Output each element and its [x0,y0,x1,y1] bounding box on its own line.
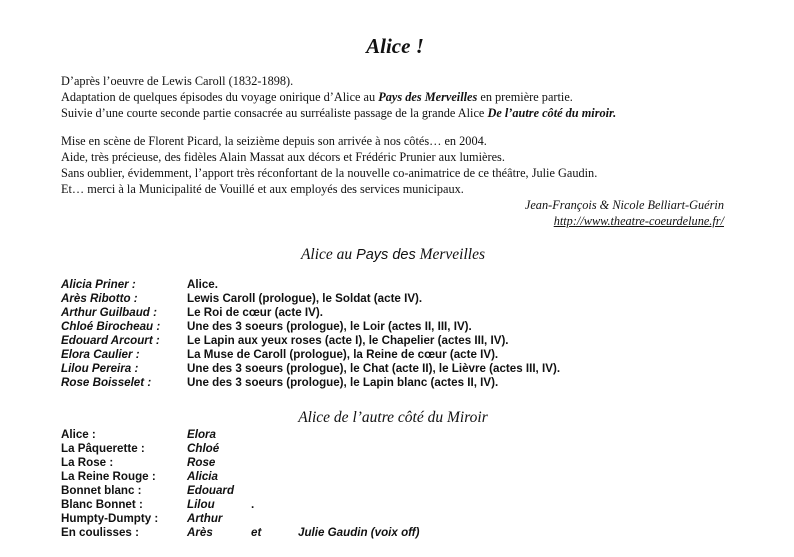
intro-emphasis: Pays des Merveilles [378,89,478,104]
stray-dot: . [251,498,255,511]
cast-row [61,334,701,348]
cast-row [61,512,701,526]
cast-row [61,376,701,390]
cast-voice-off: Julie Gaudin (voix off) [298,526,420,539]
part1-title-b: Pays des [356,247,416,263]
part1-title-c: Merveilles [415,246,486,263]
cast-row [61,278,701,292]
cast-actor: Arès [187,526,213,539]
intro-line [61,106,741,122]
cast-role: Humpty-Dumpty : [61,512,159,525]
cast-row [61,470,701,484]
cast-role: La Pâquerette : [61,442,145,455]
intro-line: Mise en scène de Florent Picard, la seizième depuis son arrivée à nos côtés… en 2004. [61,134,487,149]
intro-line [61,90,741,106]
cast-row [61,320,701,334]
intro-paragraphs [61,74,741,198]
intro-text: Adaptation de quelques épisodes du voyage onirique d’Alice au [61,89,379,104]
intro-line: Et… merci à la Municipalité de Vouillé et aux employés des services municipaux. [61,181,464,196]
cast-and: et [251,526,262,539]
cast-actor: Elora Caulier : [61,348,140,361]
cast-row [61,498,701,512]
cast-role: Le Lapin aux yeux roses (acte I), le Chapelier (actes III, IV). [187,334,509,347]
intro-line: Sans oublier, évidemment, l’apport très réconfortant de la nouvelle co-animatrice de ce théâtre, Julie Gaudin. [61,165,598,180]
cast-role: La Reine Rouge : [61,470,156,483]
cast-role: Blanc Bonnet : [61,498,143,511]
cast-actor: Arthur [187,512,223,525]
cast-role: La Muse de Caroll (prologue), la Reine de cœur (acte IV). [187,348,499,361]
cast-role: Une des 3 soeurs (prologue), le Lapin blanc (actes II, IV). [187,376,499,389]
website-link[interactable]: http://www.theatre-coeurdelune.fr/ [553,214,724,228]
part1-cast-list [61,278,701,390]
cast-actor: Chloé [187,442,220,455]
intro-emphasis: De l’autre côté du miroir. [487,105,617,120]
intro-text: Suivie d’une courte seconde partie consacrée au surréaliste passage de la grande Alice [61,105,488,120]
signature-names: Jean-François & Nicole Belliart-Guérin [524,198,724,212]
part1-title-a: Alice au [300,246,357,263]
cast-row [61,428,701,442]
cast-role: Une des 3 soeurs (prologue), le Loir (actes II, III, IV). [187,320,472,333]
cast-role: La Rose : [61,456,114,469]
cast-role: Lewis Caroll (prologue), le Soldat (acte IV). [187,292,423,305]
cast-actor: Alicia Priner : [61,278,136,291]
paragraph-gap [61,121,741,134]
part1-title [0,246,786,264]
part2-title: Alice de l’autre côté du Miroir [298,409,488,426]
cast-actor: Chloé Birocheau : [61,320,161,333]
cast-row [61,442,701,456]
cast-actor: Alicia [187,470,218,483]
cast-role: Alice : [61,428,96,441]
cast-role: Le Roi de cœur (acte IV). [187,306,323,319]
cast-actor: Elora [187,428,216,441]
cast-role: Bonnet blanc : [61,484,142,497]
cast-role: En coulisses : [61,526,139,539]
cast-role: Alice. [187,278,218,291]
cast-row [61,456,701,470]
cast-role: Une des 3 soeurs (prologue), le Chat (acte II), le Lièvre (actes III, IV). [187,362,561,375]
cast-row [61,292,701,306]
cast-row [61,484,701,498]
signature-block [525,197,724,229]
cast-actor: Rose Boisselet : [61,376,152,389]
cast-actor: Edouard [187,484,235,497]
cast-row [61,348,701,362]
cast-row [61,306,701,320]
cast-actor: Lilou [187,498,215,511]
intro-line: D’après l’oeuvre de Lewis Caroll (1832-1898). [61,74,294,88]
cast-actor: Lilou Pereira : [61,362,139,375]
intro-line: Aide, très précieuse, des fidèles Alain Massat aux décors et Frédéric Prunier aux lumières. [61,150,505,165]
cast-actor: Arthur Guilbaud : [61,306,157,319]
cast-row [61,526,701,540]
cast-actor: Edouard Arcourt : [61,334,160,347]
cast-row [61,362,701,376]
cast-actor: Arès Ribotto : [61,292,138,305]
cast-actor: Rose [187,456,216,469]
part2-cast-list [61,428,701,540]
page-title: Alice ! [366,34,424,58]
intro-text: en première partie. [477,89,573,104]
